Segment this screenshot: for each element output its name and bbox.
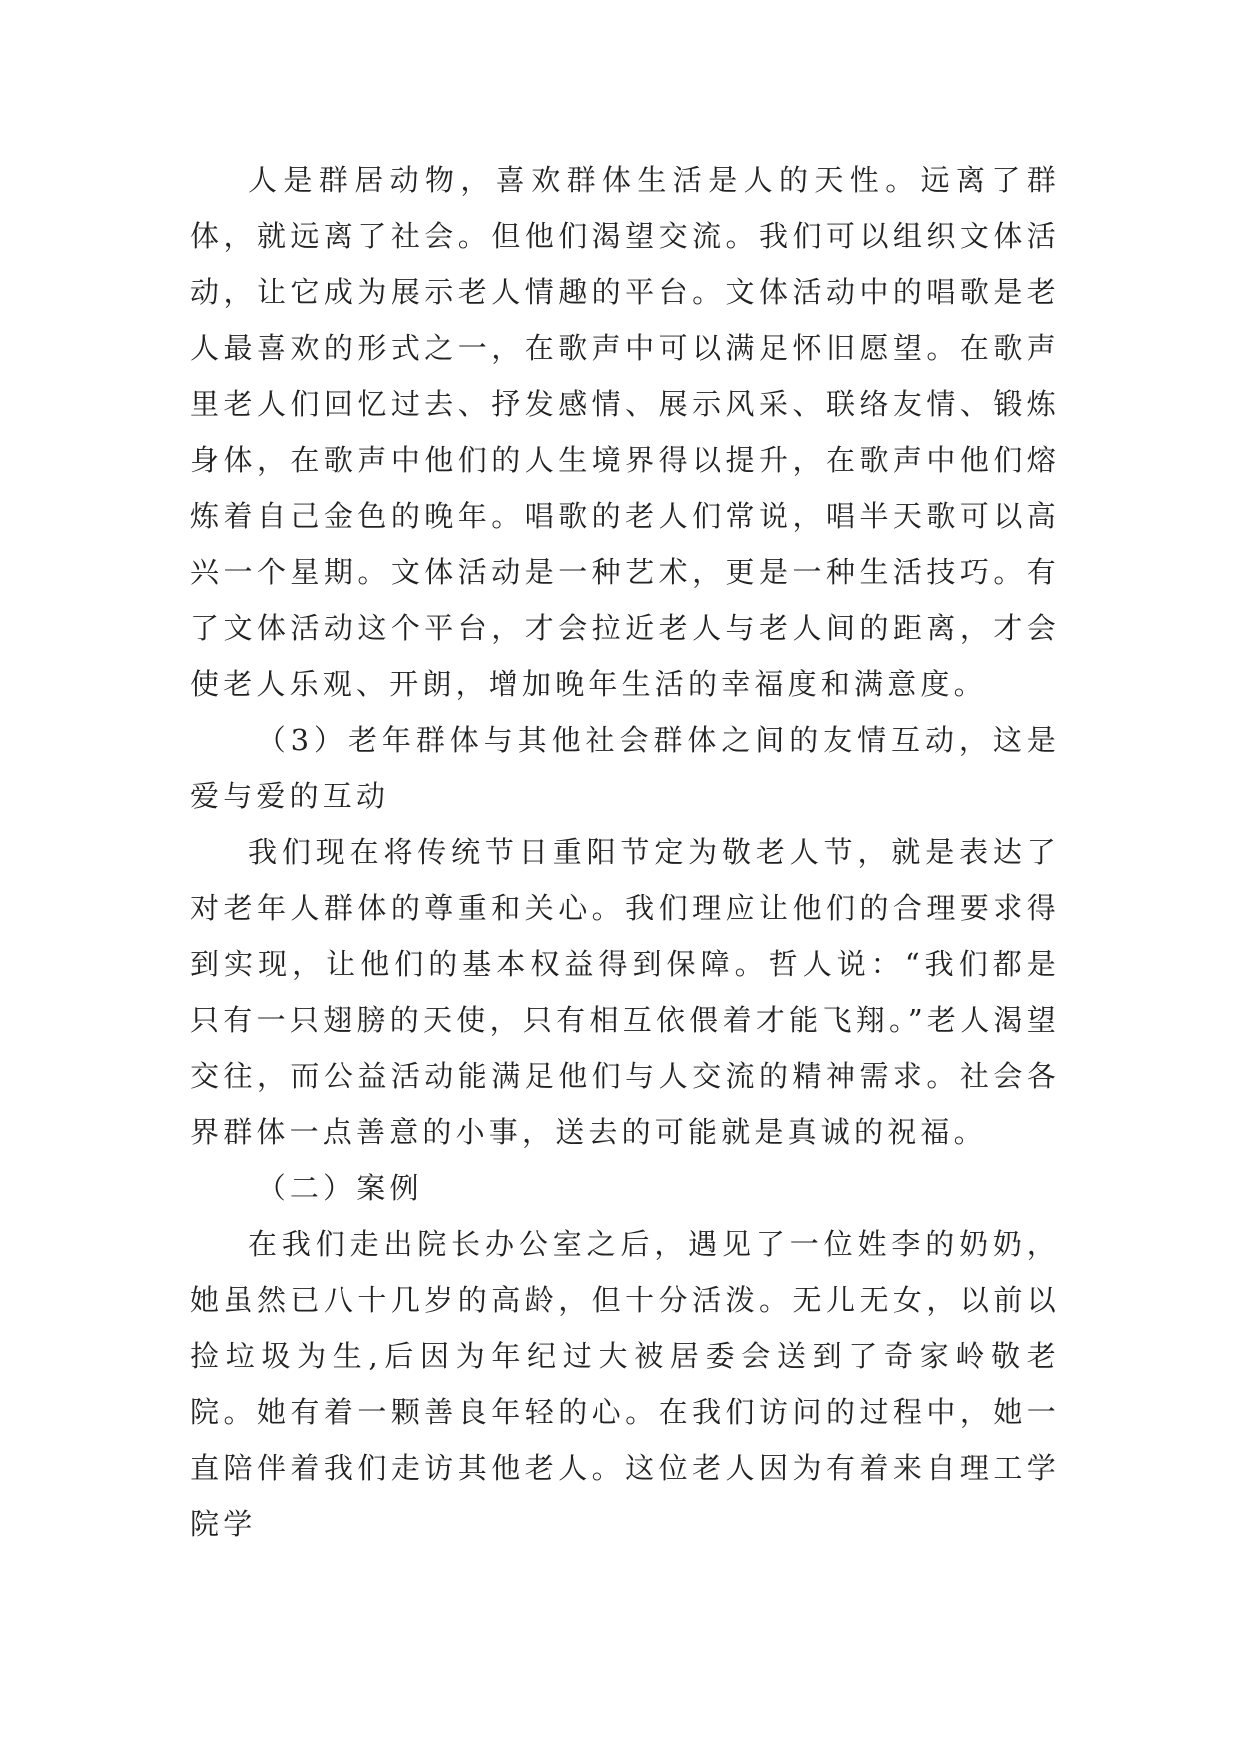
- paragraph-group-life: 人是群居动物，喜欢群体生活是人的天性。远离了群体，就远离了社会。但他们渴望交流。我们可以组织文体活动，让它成为展示老人情趣的平台。文体活动中的唱歌是老人最喜欢的形式之一，在歌声中可以满足怀旧愿望。在歌声里老人们回忆过去、抒发感情、展示风采、联络友情、锻炼身体，在歌声中他们的人生境界得以提升，在歌声中他们熔炼着自己金色的晚年。唱歌的老人们常说，唱半天歌可以高兴一个星期。文体活动是一种艺术，更是一种生活技巧。有了文体活动这个平台，才会拉近老人与老人间的距离，才会使老人乐观、开朗，增加晚年生活的幸福度和满意度。: [190, 163, 1060, 701]
- section-heading-case: （二）案例: [256, 1171, 423, 1205]
- subheading-interaction: （3）老年群体与其他社会群体之间的友情互动，这是爱与爱的互动: [190, 723, 1060, 813]
- document-body: [190, 152, 1060, 1552]
- paragraph-respect-elders: 我们现在将传统节日重阳节定为敬老人节，就是表达了对老年人群体的尊重和关心。我们理应让他们的合理要求得到实现，让他们的基本权益得到保障。哲人说：“我们都是只有一只翅膀的天使，只有相互依偎着才能飞翔。”老人渴望交往，而公益活动能满足他们与人交流的精神需求。社会各界群体一点善意的小事，送去的可能就是真诚的祝福。: [190, 835, 1060, 1149]
- paragraph-case-grandma-li: 在我们走出院长办公室之后，遇见了一位姓李的奶奶，她虽然已八十几岁的高龄，但十分活泼。无儿无女，以前以捡垃圾为生,后因为年纪过大被居委会送到了奇家岭敬老院。她有着一颗善良年轻的心。在我们访问的过程中，她一直陪伴着我们走访其他老人。这位老人因为有着来自理工学院学: [190, 1227, 1060, 1541]
